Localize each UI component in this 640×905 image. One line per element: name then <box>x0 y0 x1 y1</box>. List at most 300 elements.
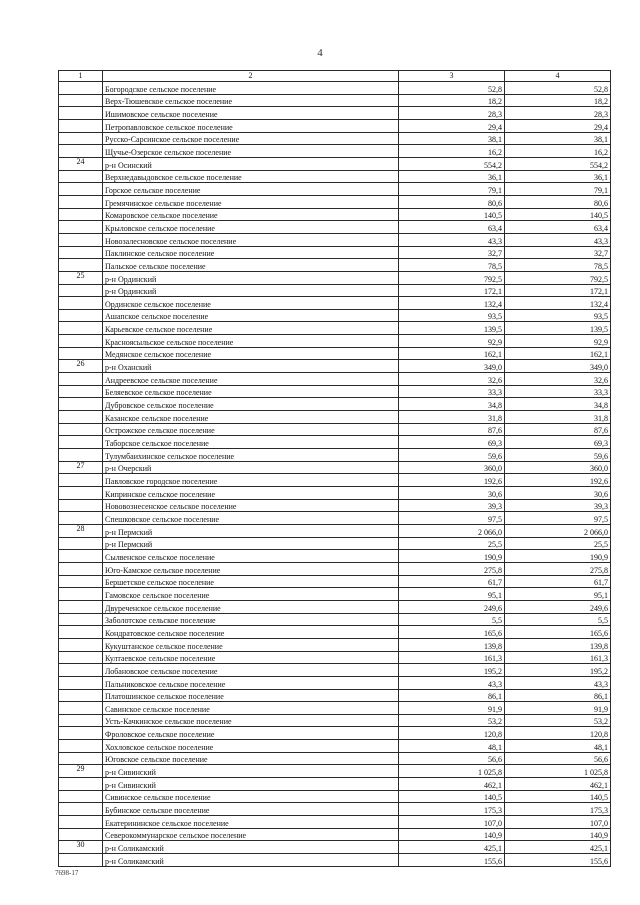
row-number-cell <box>59 816 103 829</box>
name-cell: Сивинское сельское поселение <box>103 790 399 803</box>
row-number-cell <box>59 562 103 575</box>
table-row <box>59 246 611 259</box>
value-col4-cell: 32,7 <box>505 246 611 259</box>
name-cell: Гремячинское сельское поселение <box>103 195 399 208</box>
value-col3-cell: 107,0 <box>399 816 505 829</box>
row-number-cell <box>59 474 103 487</box>
name-cell: Беляевское сельское поселение <box>103 385 399 398</box>
table-row <box>59 626 611 639</box>
row-number-cell <box>59 676 103 689</box>
row-number-cell <box>59 107 103 120</box>
name-cell: Ординское сельское поселение <box>103 297 399 310</box>
name-cell: Таборское сельское поселение <box>103 436 399 449</box>
table-row <box>59 702 611 715</box>
name-cell: Ашапское сельское поселение <box>103 309 399 322</box>
value-col4-cell: 161,3 <box>505 651 611 664</box>
table-row <box>59 664 611 677</box>
row-number-cell <box>59 487 103 500</box>
table-row <box>59 613 611 626</box>
column-header: 4 <box>505 71 611 82</box>
value-col4-cell: 349,0 <box>505 360 611 373</box>
row-number-cell <box>59 398 103 411</box>
value-col4-cell: 34,8 <box>505 398 611 411</box>
value-col3-cell: 32,7 <box>399 246 505 259</box>
value-col4-cell: 16,2 <box>505 145 611 158</box>
name-cell: Медянское сельское поселение <box>103 347 399 360</box>
district-row <box>59 765 611 778</box>
row-number-cell <box>59 664 103 677</box>
value-col3-cell: 80,6 <box>399 195 505 208</box>
value-col3-cell: 155,6 <box>399 854 505 867</box>
row-number-cell <box>59 512 103 525</box>
table-row <box>59 259 611 272</box>
row-number-cell <box>59 145 103 158</box>
value-col4-cell: 140,9 <box>505 828 611 841</box>
row-number-cell: 30 <box>59 841 103 854</box>
table-row <box>59 689 611 702</box>
value-col4-cell: 52,8 <box>505 82 611 95</box>
table-row <box>59 676 611 689</box>
table-row <box>59 284 611 297</box>
value-col4-cell: 59,6 <box>505 449 611 462</box>
row-number-cell <box>59 803 103 816</box>
name-cell: Юго-Камское сельское поселение <box>103 562 399 575</box>
value-col3-cell: 39,3 <box>399 499 505 512</box>
row-number-cell <box>59 132 103 145</box>
name-cell: Богородское сельское поселение <box>103 82 399 95</box>
table-row <box>59 727 611 740</box>
value-col4-cell: 162,1 <box>505 347 611 360</box>
value-col4-cell: 63,4 <box>505 221 611 234</box>
name-cell: р-н Осинский <box>103 157 399 170</box>
name-cell: Пальниковское сельское поселение <box>103 676 399 689</box>
table-row <box>59 537 611 550</box>
name-cell: Спешковское сельское поселение <box>103 512 399 525</box>
table-row <box>59 385 611 398</box>
table-row <box>59 651 611 664</box>
value-col4-cell: 139,5 <box>505 322 611 335</box>
value-col4-cell: 87,6 <box>505 423 611 436</box>
value-col4-cell: 140,5 <box>505 208 611 221</box>
value-col4-cell: 31,8 <box>505 411 611 424</box>
table-row <box>59 436 611 449</box>
name-cell: р-н Пермский <box>103 537 399 550</box>
value-col3-cell: 93,5 <box>399 309 505 322</box>
table-row <box>59 575 611 588</box>
value-col4-cell: 792,5 <box>505 271 611 284</box>
name-cell: Верхнедавыдовское сельское поселение <box>103 170 399 183</box>
value-col4-cell: 462,1 <box>505 778 611 791</box>
table-row <box>59 309 611 322</box>
row-number-cell: 27 <box>59 461 103 474</box>
name-cell: р-н Соликамский <box>103 854 399 867</box>
row-number-cell <box>59 740 103 753</box>
name-cell: Юговское сельское поселение <box>103 752 399 765</box>
row-number-cell: 28 <box>59 524 103 537</box>
value-col4-cell: 2 066,0 <box>505 524 611 537</box>
row-number-cell <box>59 550 103 563</box>
row-number-cell <box>59 575 103 588</box>
name-cell: Горское сельское поселение <box>103 183 399 196</box>
row-number-cell: 29 <box>59 765 103 778</box>
value-col4-cell: 190,9 <box>505 550 611 563</box>
value-col4-cell: 91,9 <box>505 702 611 715</box>
value-col4-cell: 53,2 <box>505 714 611 727</box>
value-col3-cell: 2 066,0 <box>399 524 505 537</box>
name-cell: Платошинское сельское поселение <box>103 689 399 702</box>
value-col4-cell: 36,1 <box>505 170 611 183</box>
name-cell: р-н Сивинский <box>103 778 399 791</box>
value-col4-cell: 97,5 <box>505 512 611 525</box>
table-row <box>59 512 611 525</box>
value-col3-cell: 32,6 <box>399 373 505 386</box>
row-number-cell: 25 <box>59 271 103 284</box>
row-number-cell <box>59 828 103 841</box>
row-number-cell <box>59 347 103 360</box>
table-row <box>59 322 611 335</box>
row-number-cell <box>59 854 103 867</box>
value-col3-cell: 140,5 <box>399 790 505 803</box>
value-col3-cell: 425,1 <box>399 841 505 854</box>
value-col4-cell: 48,1 <box>505 740 611 753</box>
name-cell: Дубровское сельское поселение <box>103 398 399 411</box>
row-number-cell <box>59 335 103 348</box>
name-cell: Павловское городское поселение <box>103 474 399 487</box>
row-number-cell <box>59 423 103 436</box>
row-number-cell <box>59 702 103 715</box>
column-header: 1 <box>59 71 103 82</box>
value-col3-cell: 87,6 <box>399 423 505 436</box>
value-col3-cell: 59,6 <box>399 449 505 462</box>
table-row <box>59 347 611 360</box>
table-body <box>59 71 611 867</box>
name-cell: Красноясыльское сельское поселение <box>103 335 399 348</box>
row-number-cell <box>59 411 103 424</box>
table-row <box>59 82 611 95</box>
row-number-cell <box>59 537 103 550</box>
value-col3-cell: 1 025,8 <box>399 765 505 778</box>
value-col4-cell: 132,4 <box>505 297 611 310</box>
value-col3-cell: 792,5 <box>399 271 505 284</box>
district-row <box>59 360 611 373</box>
value-col3-cell: 120,8 <box>399 727 505 740</box>
value-col4-cell: 95,1 <box>505 588 611 601</box>
value-col3-cell: 5,5 <box>399 613 505 626</box>
value-col3-cell: 63,4 <box>399 221 505 234</box>
row-number-cell <box>59 752 103 765</box>
table-row <box>59 854 611 867</box>
row-number-cell <box>59 449 103 462</box>
value-col4-cell: 554,2 <box>505 157 611 170</box>
value-col3-cell: 16,2 <box>399 145 505 158</box>
value-col3-cell: 554,2 <box>399 157 505 170</box>
value-col3-cell: 140,5 <box>399 208 505 221</box>
table-row <box>59 550 611 563</box>
name-cell: Гамовское сельское поселение <box>103 588 399 601</box>
value-col4-cell: 61,7 <box>505 575 611 588</box>
value-col3-cell: 30,6 <box>399 487 505 500</box>
name-cell: Заболотское сельское поселение <box>103 613 399 626</box>
table-row <box>59 94 611 107</box>
column-header: 2 <box>103 71 399 82</box>
name-cell: Карьевское сельское поселение <box>103 322 399 335</box>
name-cell: Нововознесенское сельское поселение <box>103 499 399 512</box>
table-row <box>59 714 611 727</box>
value-col3-cell: 29,4 <box>399 119 505 132</box>
row-number-cell <box>59 727 103 740</box>
row-number-cell: 24 <box>59 157 103 170</box>
name-cell: Щучье-Озерское сельское поселение <box>103 145 399 158</box>
value-col4-cell: 172,1 <box>505 284 611 297</box>
table-row <box>59 195 611 208</box>
footer-code: 7698-17 <box>55 869 79 877</box>
value-col4-cell: 425,1 <box>505 841 611 854</box>
row-number-cell <box>59 638 103 651</box>
table-row <box>59 221 611 234</box>
value-col3-cell: 192,6 <box>399 474 505 487</box>
value-col4-cell: 29,4 <box>505 119 611 132</box>
value-col3-cell: 25,5 <box>399 537 505 550</box>
value-col4-cell: 78,5 <box>505 259 611 272</box>
value-col4-cell: 139,8 <box>505 638 611 651</box>
value-col3-cell: 139,8 <box>399 638 505 651</box>
table-row <box>59 816 611 829</box>
table-row <box>59 233 611 246</box>
table-row <box>59 119 611 132</box>
value-col3-cell: 175,3 <box>399 803 505 816</box>
name-cell: р-н Ординский <box>103 271 399 284</box>
table-row <box>59 183 611 196</box>
name-cell: Острожское сельское поселение <box>103 423 399 436</box>
value-col3-cell: 195,2 <box>399 664 505 677</box>
table-row <box>59 170 611 183</box>
row-number-cell <box>59 94 103 107</box>
table-row <box>59 474 611 487</box>
district-row <box>59 157 611 170</box>
value-col4-cell: 192,6 <box>505 474 611 487</box>
value-col4-cell: 33,3 <box>505 385 611 398</box>
value-col4-cell: 155,6 <box>505 854 611 867</box>
name-cell: Верх-Тюшевское сельское поселение <box>103 94 399 107</box>
value-col4-cell: 28,3 <box>505 107 611 120</box>
name-cell: Екатерининское сельское поселение <box>103 816 399 829</box>
name-cell: Крыловское сельское поселение <box>103 221 399 234</box>
name-cell: Комаровское сельское поселение <box>103 208 399 221</box>
name-cell: Казанское сельское поселение <box>103 411 399 424</box>
value-col3-cell: 462,1 <box>399 778 505 791</box>
name-cell: Усть-Качкинское сельское поселение <box>103 714 399 727</box>
name-cell: Култаевское сельское поселение <box>103 651 399 664</box>
name-cell: р-н Оханский <box>103 360 399 373</box>
table-row <box>59 790 611 803</box>
value-col4-cell: 86,1 <box>505 689 611 702</box>
value-col3-cell: 249,6 <box>399 600 505 613</box>
value-col3-cell: 69,3 <box>399 436 505 449</box>
budget-table <box>58 70 611 867</box>
table-row <box>59 828 611 841</box>
district-row <box>59 271 611 284</box>
value-col3-cell: 61,7 <box>399 575 505 588</box>
page-number: 4 <box>317 47 323 59</box>
row-number-cell <box>59 119 103 132</box>
value-col4-cell: 30,6 <box>505 487 611 500</box>
value-col3-cell: 165,6 <box>399 626 505 639</box>
row-number-cell <box>59 233 103 246</box>
name-cell: Сылвенское сельское поселение <box>103 550 399 563</box>
name-cell: Фроловское сельское поселение <box>103 727 399 740</box>
table-row <box>59 803 611 816</box>
value-col4-cell: 43,3 <box>505 233 611 246</box>
value-col3-cell: 139,5 <box>399 322 505 335</box>
name-cell: Хохловское сельское поселение <box>103 740 399 753</box>
table-row <box>59 752 611 765</box>
value-col4-cell: 360,0 <box>505 461 611 474</box>
row-number-cell <box>59 588 103 601</box>
value-col3-cell: 97,5 <box>399 512 505 525</box>
value-col3-cell: 275,8 <box>399 562 505 575</box>
table-row <box>59 373 611 386</box>
row-number-cell <box>59 309 103 322</box>
value-col3-cell: 34,8 <box>399 398 505 411</box>
table-row <box>59 740 611 753</box>
value-col4-cell: 107,0 <box>505 816 611 829</box>
value-col4-cell: 120,8 <box>505 727 611 740</box>
table-row <box>59 600 611 613</box>
name-cell: р-н Соликамский <box>103 841 399 854</box>
row-number-cell <box>59 195 103 208</box>
value-col3-cell: 161,3 <box>399 651 505 664</box>
name-cell: Двуреченское сельское поселение <box>103 600 399 613</box>
value-col4-cell: 175,3 <box>505 803 611 816</box>
district-row <box>59 841 611 854</box>
table-row <box>59 335 611 348</box>
name-cell: р-н Сивинский <box>103 765 399 778</box>
value-col3-cell: 28,3 <box>399 107 505 120</box>
name-cell: Северокоммунарское сельское поселение <box>103 828 399 841</box>
value-col3-cell: 172,1 <box>399 284 505 297</box>
district-row <box>59 461 611 474</box>
table-row <box>59 449 611 462</box>
value-col4-cell: 165,6 <box>505 626 611 639</box>
table-row <box>59 411 611 424</box>
value-col4-cell: 43,3 <box>505 676 611 689</box>
value-col3-cell: 190,9 <box>399 550 505 563</box>
table-row <box>59 487 611 500</box>
name-cell: Паклинское сельское поселение <box>103 246 399 259</box>
name-cell: Лобановское сельское поселение <box>103 664 399 677</box>
name-cell: Тулумбаихинское сельское поселение <box>103 449 399 462</box>
name-cell: р-н Ординский <box>103 284 399 297</box>
value-col3-cell: 48,1 <box>399 740 505 753</box>
table-row <box>59 499 611 512</box>
value-col3-cell: 140,9 <box>399 828 505 841</box>
value-col3-cell: 56,6 <box>399 752 505 765</box>
value-col3-cell: 38,1 <box>399 132 505 145</box>
table-row <box>59 638 611 651</box>
value-col3-cell: 78,5 <box>399 259 505 272</box>
row-number-cell <box>59 714 103 727</box>
value-col3-cell: 162,1 <box>399 347 505 360</box>
table-row <box>59 107 611 120</box>
value-col4-cell: 249,6 <box>505 600 611 613</box>
name-cell: р-н Пермский <box>103 524 399 537</box>
row-number-cell <box>59 436 103 449</box>
name-cell: Кипринское сельское поселение <box>103 487 399 500</box>
value-col3-cell: 91,9 <box>399 702 505 715</box>
table-row <box>59 297 611 310</box>
row-number-cell <box>59 790 103 803</box>
row-number-cell <box>59 778 103 791</box>
value-col3-cell: 92,9 <box>399 335 505 348</box>
value-col4-cell: 69,3 <box>505 436 611 449</box>
value-col4-cell: 38,1 <box>505 132 611 145</box>
row-number-cell <box>59 82 103 95</box>
row-number-cell <box>59 689 103 702</box>
value-col4-cell: 1 025,8 <box>505 765 611 778</box>
value-col3-cell: 52,8 <box>399 82 505 95</box>
row-number-cell <box>59 208 103 221</box>
row-number-cell <box>59 284 103 297</box>
name-cell: Русско-Сарсинское сельское поселение <box>103 132 399 145</box>
name-cell: Андреевское сельское поселение <box>103 373 399 386</box>
value-col3-cell: 31,8 <box>399 411 505 424</box>
table-row <box>59 208 611 221</box>
value-col4-cell: 32,6 <box>505 373 611 386</box>
name-cell: Кукуштанское сельское поселение <box>103 638 399 651</box>
value-col3-cell: 36,1 <box>399 170 505 183</box>
value-col3-cell: 360,0 <box>399 461 505 474</box>
value-col3-cell: 33,3 <box>399 385 505 398</box>
name-cell: Пальское сельское поселение <box>103 259 399 272</box>
name-cell: Ишимовское сельское поселение <box>103 107 399 120</box>
value-col4-cell: 195,2 <box>505 664 611 677</box>
district-row <box>59 524 611 537</box>
value-col3-cell: 79,1 <box>399 183 505 196</box>
value-col4-cell: 275,8 <box>505 562 611 575</box>
name-cell: Кондратовское сельское поселение <box>103 626 399 639</box>
row-number-cell <box>59 322 103 335</box>
row-number-cell <box>59 651 103 664</box>
value-col4-cell: 92,9 <box>505 335 611 348</box>
row-number-cell <box>59 170 103 183</box>
name-cell: р-н Очерский <box>103 461 399 474</box>
table-header-row <box>59 71 611 82</box>
value-col4-cell: 5,5 <box>505 613 611 626</box>
table-row <box>59 423 611 436</box>
name-cell: Петропавловское сельское поселение <box>103 119 399 132</box>
row-number-cell <box>59 221 103 234</box>
value-col4-cell: 25,5 <box>505 537 611 550</box>
table-row <box>59 132 611 145</box>
row-number-cell <box>59 626 103 639</box>
table-row <box>59 778 611 791</box>
value-col3-cell: 349,0 <box>399 360 505 373</box>
row-number-cell <box>59 613 103 626</box>
row-number-cell <box>59 259 103 272</box>
row-number-cell <box>59 600 103 613</box>
row-number-cell <box>59 246 103 259</box>
table-row <box>59 562 611 575</box>
value-col3-cell: 53,2 <box>399 714 505 727</box>
value-col3-cell: 18,2 <box>399 94 505 107</box>
value-col4-cell: 79,1 <box>505 183 611 196</box>
row-number-cell <box>59 183 103 196</box>
value-col4-cell: 56,6 <box>505 752 611 765</box>
value-col3-cell: 95,1 <box>399 588 505 601</box>
name-cell: Новозалесновское сельское поселение <box>103 233 399 246</box>
name-cell: Савинское сельское поселение <box>103 702 399 715</box>
value-col3-cell: 43,3 <box>399 676 505 689</box>
